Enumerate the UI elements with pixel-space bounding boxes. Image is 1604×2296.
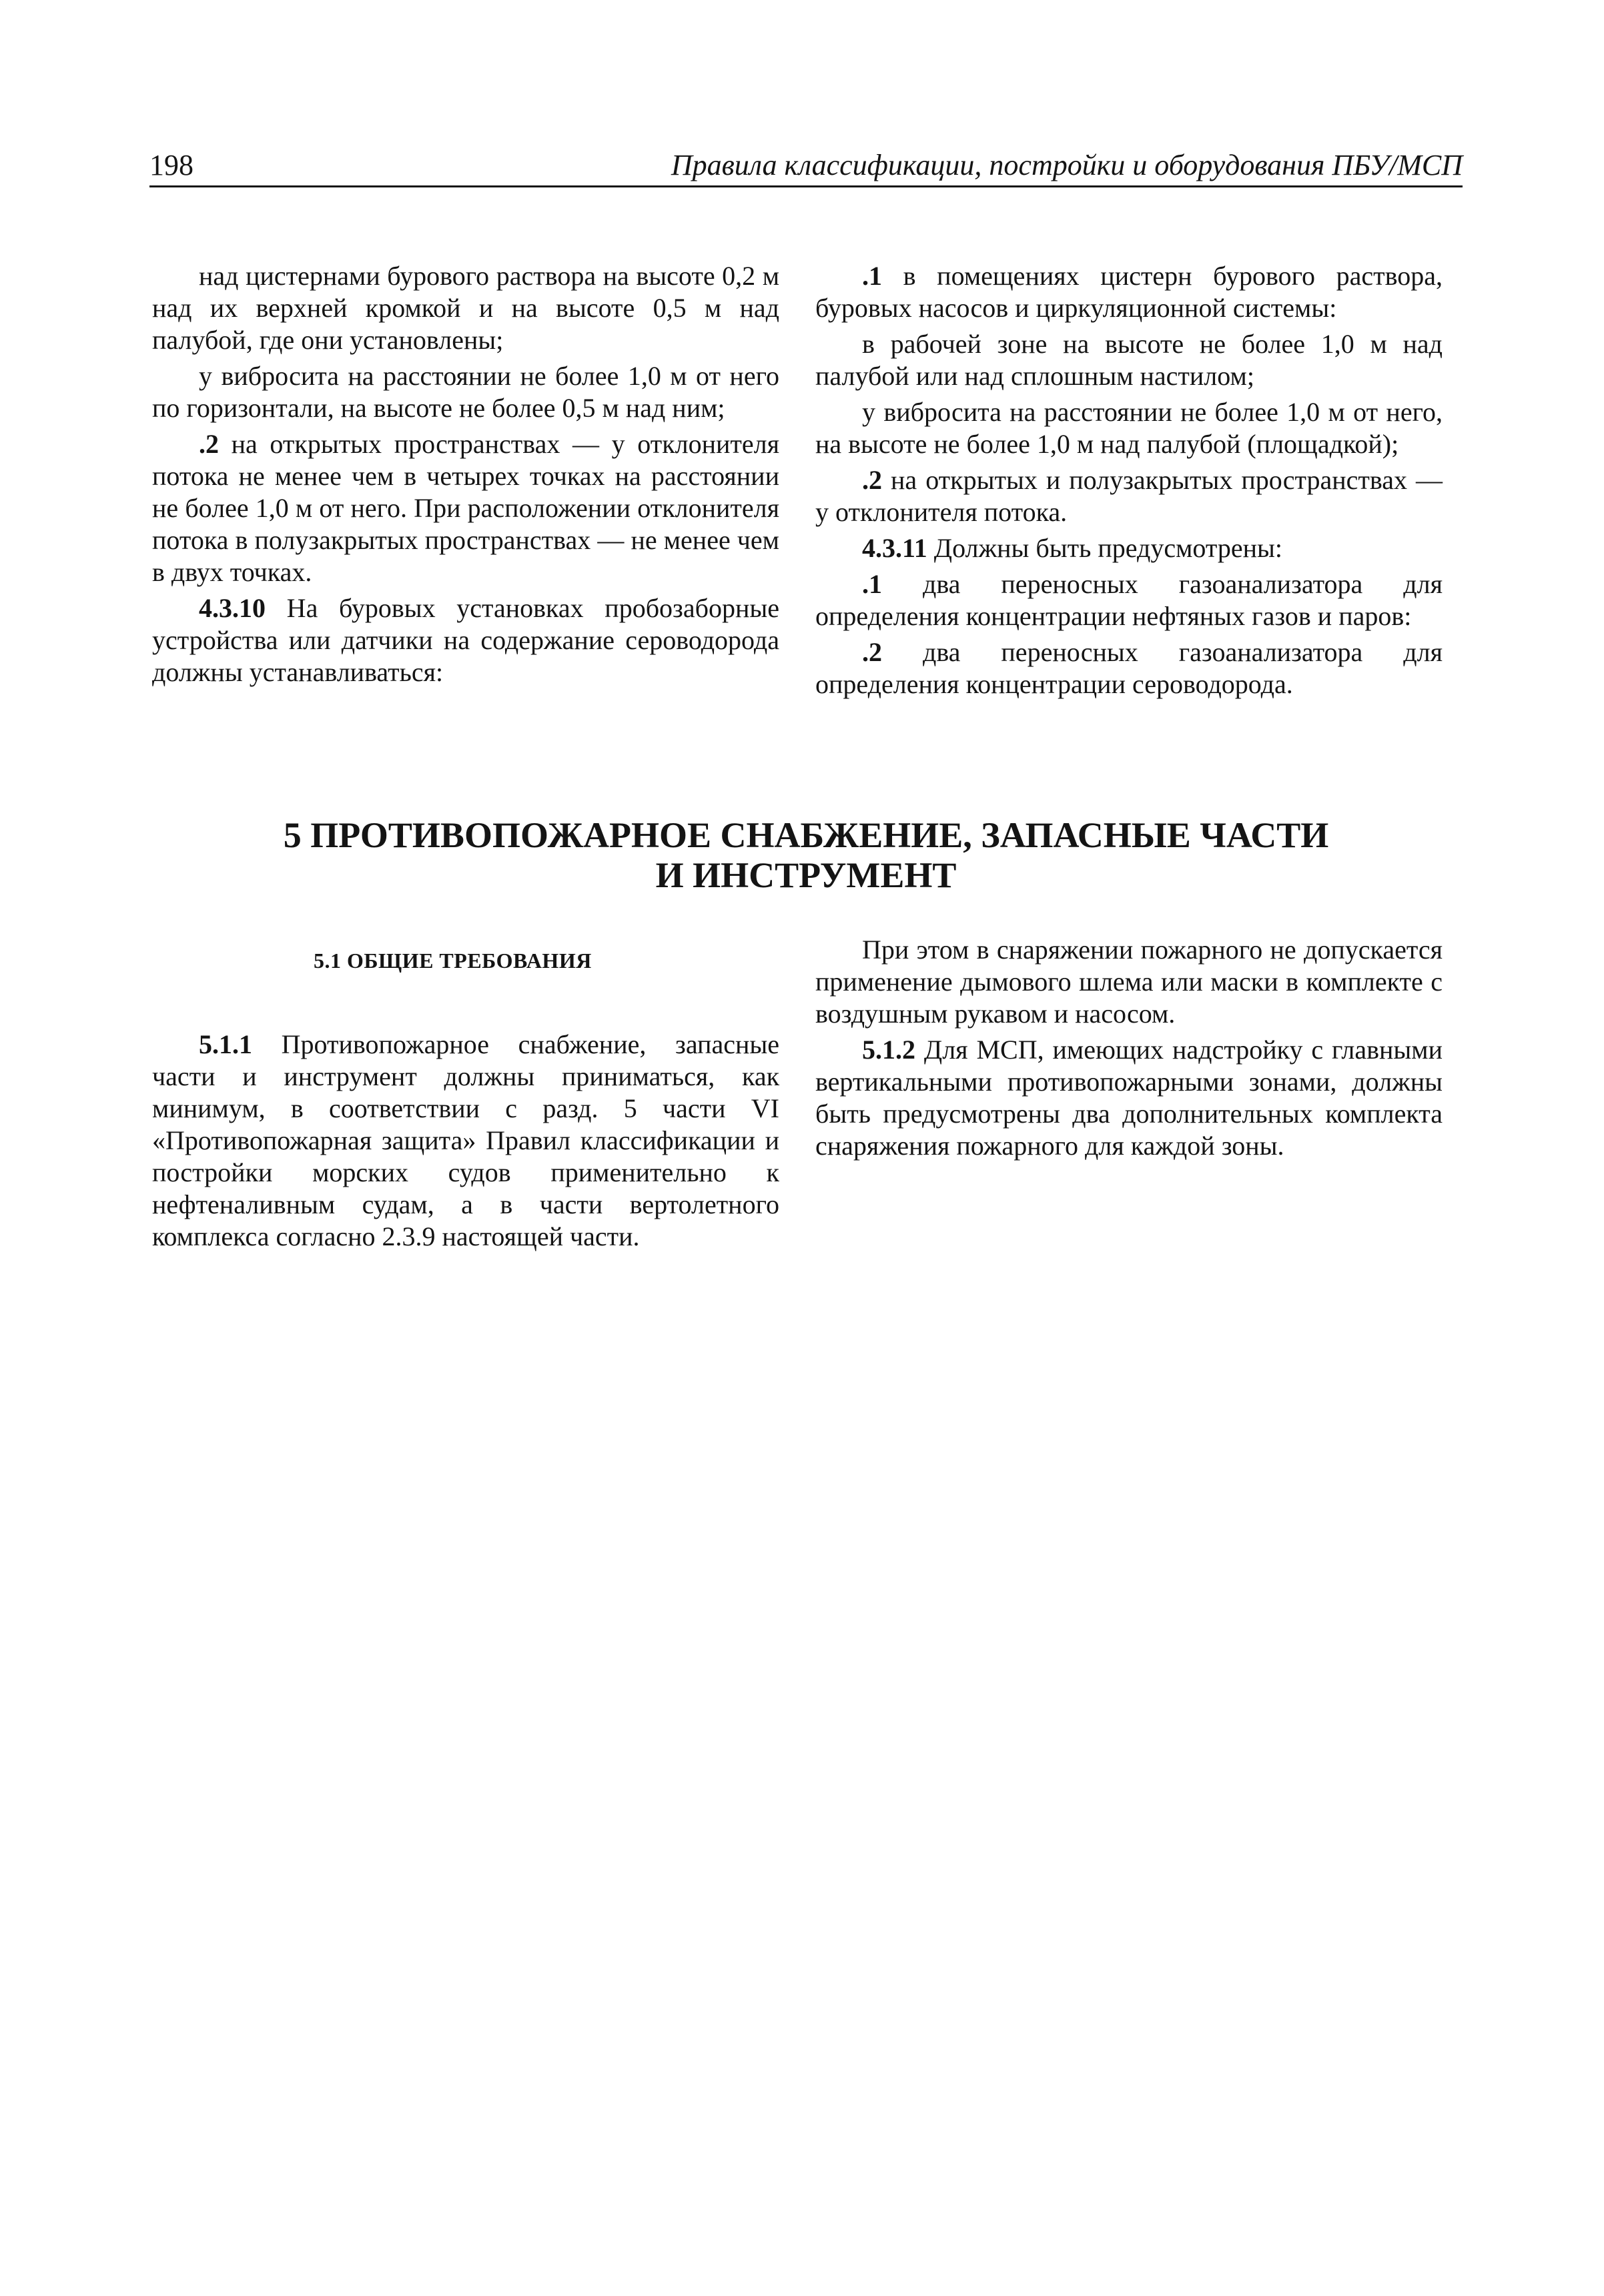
section-heading: 5.1 ОБЩИЕ ТРЕБОВАНИЯ — [314, 949, 592, 973]
paragraph: .2 на открытых пространствах — у отклонителя потока не менее чем в четырех точках на расстоянии не более 1,0 м от него. При расположении отклонителя потока в полузакрытых пространствах — не менее чем в двух точках. — [152, 429, 779, 587]
paragraph: .2 два переносных газоанализатора для определения концентрации сероводорода. — [815, 637, 1443, 699]
clause-number: .1 — [862, 261, 882, 291]
left-column-bottom — [152, 1029, 779, 1257]
clause-number: 4.3.10 — [199, 593, 266, 623]
chapter-title-line-2: И ИНСТРУМЕНТ — [655, 855, 957, 895]
paragraph: 5.1.2 Для МСП, имеющих надстройку с главными вертикальными противопожарными зонами, должны быть предусмотрены два дополнительных комплекта снаряжения пожарного для каждой зоны. — [815, 1035, 1443, 1161]
clause-number: .2 — [862, 637, 882, 667]
paragraph: 5.1.1 Противопожарное снабжение, запасные части и инструмент должны приниматься, как минимум, в соответствии с разд. 5 части VI «Противопожарная защита» Правил классификации и постройки морских судов применительно к нефтеналивным судам, а в части вертолетного комплекса согласно 2.3.9 настоящей части. — [152, 1029, 779, 1251]
paragraph: в рабочей зоне на высоте не более 1,0 м над палубой или над сплошным настилом; — [815, 329, 1443, 391]
paragraph: 4.3.10 На буровых установках пробозаборные устройства или датчики на содержание сероводорода должны устанавливаться: — [152, 593, 779, 687]
paragraph: 4.3.11 Должны быть предусмотрены: — [862, 533, 1283, 563]
page-number: 198 — [149, 149, 193, 181]
paragraph: При этом в снаряжении пожарного не допускается применение дымового шлема или маски в комплекте с воздушным рукавом и насосом. — [815, 935, 1443, 1029]
chapter-title-line-1: 5 ПРОТИВОПОЖАРНОЕ СНАБЖЕНИЕ, ЗАПАСНЫЕ ЧАСТИ — [283, 815, 1329, 855]
running-header — [149, 145, 1463, 187]
right-column-bottom — [815, 934, 1443, 1166]
paragraph: над цистернами бурового раствора на высоте 0,2 м над их верхней кромкой и на высоте 0,5 м над палубой, где они установлены; — [152, 261, 779, 355]
right-column-top — [815, 260, 1443, 704]
clause-number: 5.1.1 — [199, 1029, 252, 1059]
clause-number: .2 — [862, 465, 882, 495]
left-column-top — [152, 260, 779, 692]
clause-number: 4.3.11 — [862, 533, 927, 563]
paragraph: .1 в помещениях цистерн бурового раствора, буровых насосов и циркуляционной системы: — [815, 261, 1443, 323]
paragraph: .2 на открытых и полузакрытых пространствах — у отклонителя потока. — [815, 465, 1443, 527]
paragraph: у вибросита на расстоянии не более 1,0 м от него, на высоте не более 1,0 м над палубой (площадкой); — [815, 397, 1443, 459]
clause-number: .2 — [199, 429, 219, 459]
paragraph: у вибросита на расстоянии не более 1,0 м от него по горизонтали, на высоте не более 0,5 м над ним; — [152, 361, 779, 423]
paragraph: .1 два переносных газоанализатора для определения концентрации нефтяных газов и паров: — [815, 569, 1443, 631]
clause-number: .1 — [862, 569, 882, 599]
running-title: Правила классификации, постройки и оборудования ПБУ/МСП — [671, 149, 1463, 181]
chapter-title — [149, 815, 1463, 895]
clause-number: 5.1.2 — [862, 1035, 915, 1065]
